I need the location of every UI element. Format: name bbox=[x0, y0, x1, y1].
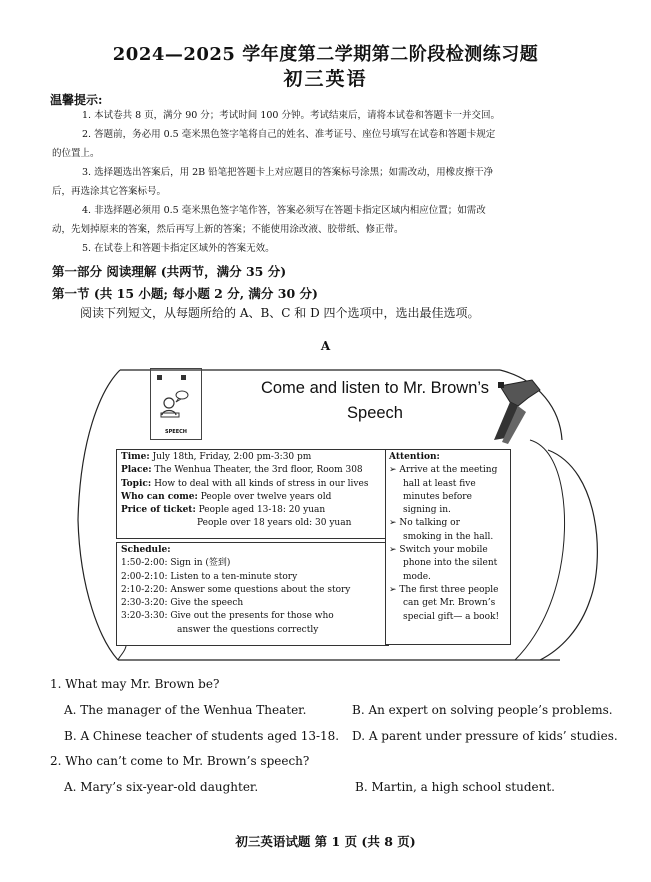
section-heading: 第一节 (共 15 小题; 每小题 2 分, 满分 30 分) bbox=[52, 286, 318, 301]
part-heading: 第一部分 阅读理解 (共两节，满分 35 分) bbox=[52, 264, 287, 279]
price-value-2: People over 18 years old: 30 yuan bbox=[197, 518, 352, 529]
tip-line: 3. 选择题选出答案后，用 2B 铅笔把答题卡上对应题目的答案标号涂黑；如需改动，用橡皮擦干净 bbox=[82, 167, 494, 178]
attention-line: smoking in the hall. bbox=[403, 531, 494, 542]
attention-line: signing in. bbox=[403, 505, 451, 516]
attention-line: ➢ The first three people bbox=[389, 584, 499, 595]
speech-logo-label: SPEECH bbox=[165, 429, 187, 435]
place-value: The Wenhua Theater, the 3rd floor, Room 308 bbox=[154, 465, 363, 476]
attention-box bbox=[385, 449, 511, 645]
attention-line: ➢ No talking or bbox=[389, 518, 460, 529]
schedule-item: answer the questions correctly bbox=[177, 624, 319, 635]
schedule-item: 2:00-2:10: Listen to a ten-minute story bbox=[121, 571, 298, 582]
schedule-item: 2:30-3:20: Give the speech bbox=[121, 598, 244, 609]
price-value-1: People aged 13-18: 20 yuan bbox=[198, 505, 326, 516]
tip-line: 1. 本试卷共 8 页，满分 90 分；考试时间 100 分钟。考试结束后，请将本试卷和答题卡一并交回。 bbox=[82, 110, 500, 121]
time-value: July 18th, Friday, 2:00 pm-3:30 pm bbox=[152, 452, 312, 462]
question-2-option-a[interactable]: A. Mary’s six-year-old daughter. bbox=[64, 780, 259, 794]
poster-title-line2: Speech bbox=[347, 404, 403, 422]
speech-logo bbox=[150, 368, 202, 440]
info-box bbox=[116, 449, 389, 539]
tips-heading: 温馨提示: bbox=[50, 93, 103, 107]
exam-title: 2024—2025 学年度第二学期第二阶段检测练习题 bbox=[112, 44, 539, 65]
speaker-icon bbox=[151, 369, 201, 425]
topic-label: Topic: bbox=[121, 478, 152, 489]
tip-line: 的位置上。 bbox=[52, 148, 100, 159]
question-1-option-a[interactable]: A. The manager of the Wenhua Theater. bbox=[64, 703, 307, 717]
who-label: Who can come: bbox=[121, 491, 198, 502]
question-1-option-d[interactable]: D. A parent under pressure of kids’ studies. bbox=[352, 729, 618, 743]
question-2-option-b[interactable]: B. Martin, a high school student. bbox=[355, 780, 555, 794]
attention-line: special gift— a book! bbox=[403, 611, 500, 622]
topic-value: How to deal with all kinds of stress in our lives bbox=[154, 478, 369, 489]
schedule-item: 1:50-2:00: Sign in (签到) bbox=[121, 558, 231, 569]
schedule-label: Schedule: bbox=[121, 545, 171, 555]
question-1-option-c[interactable]: B. A Chinese teacher of students aged 13-18. bbox=[64, 729, 340, 743]
tip-line: 后，再选涂其它答案标号。 bbox=[52, 186, 167, 197]
tip-line: 动，先划掉原来的答案，然后再写上新的答案；不能使用涂改液、胶带纸、修正带。 bbox=[52, 224, 404, 235]
attention-line: mode. bbox=[403, 571, 431, 582]
attention-line: minutes before bbox=[403, 491, 472, 502]
question-2-stem: 2. Who can’t come to Mr. Brown’s speech? bbox=[50, 754, 310, 768]
poster-title-line1: Come and listen to Mr. Brown’s bbox=[260, 379, 490, 397]
price-label: Price of ticket: bbox=[121, 505, 196, 516]
tip-line: 4. 非选择题必须用 0.5 毫米黑色签字笔作答，答案必须写在答题卡指定区域内相应位置；如需改 bbox=[82, 205, 486, 216]
tip-line: 2. 答题前，务必用 0.5 毫米黑色签字笔将自己的姓名、准考证号、座位号填写在试卷和答题卡规定 bbox=[82, 129, 496, 140]
passage-letter: A bbox=[320, 339, 331, 353]
attention-line: phone into the silent bbox=[403, 558, 498, 569]
tip-line: 5. 在试卷上和答题卡指定区域外的答案无效。 bbox=[82, 243, 275, 254]
time-label: Time: bbox=[121, 452, 150, 462]
question-1-option-b[interactable]: B. An expert on solving people’s problems. bbox=[352, 703, 613, 717]
attention-line: hall at least five bbox=[403, 478, 476, 489]
place-label: Place: bbox=[121, 465, 152, 476]
instruction: 阅读下列短文，从每题所给的 A、B、C 和 D 四个选项中，选出最佳选项。 bbox=[80, 306, 480, 320]
schedule-item: 3:20-3:30: Give out the presents for those who bbox=[121, 611, 334, 622]
attention-line: can get Mr. Brown’s bbox=[403, 598, 496, 609]
attention-line: ➢ Arrive at the meeting bbox=[389, 465, 498, 476]
schedule-box bbox=[116, 542, 389, 646]
attention-label: Attention: bbox=[389, 452, 440, 462]
attention-line: ➢ Switch your mobile bbox=[389, 545, 488, 556]
exam-subject: 初三英语 bbox=[283, 68, 368, 90]
schedule-item: 2:10-2:20: Answer some questions about the story bbox=[121, 584, 351, 595]
page-footer: 初三英语试题 第 1 页 (共 8 页) bbox=[235, 834, 416, 849]
who-value: People over twelve years old bbox=[200, 491, 332, 502]
question-1-stem: 1. What may Mr. Brown be? bbox=[50, 677, 220, 691]
